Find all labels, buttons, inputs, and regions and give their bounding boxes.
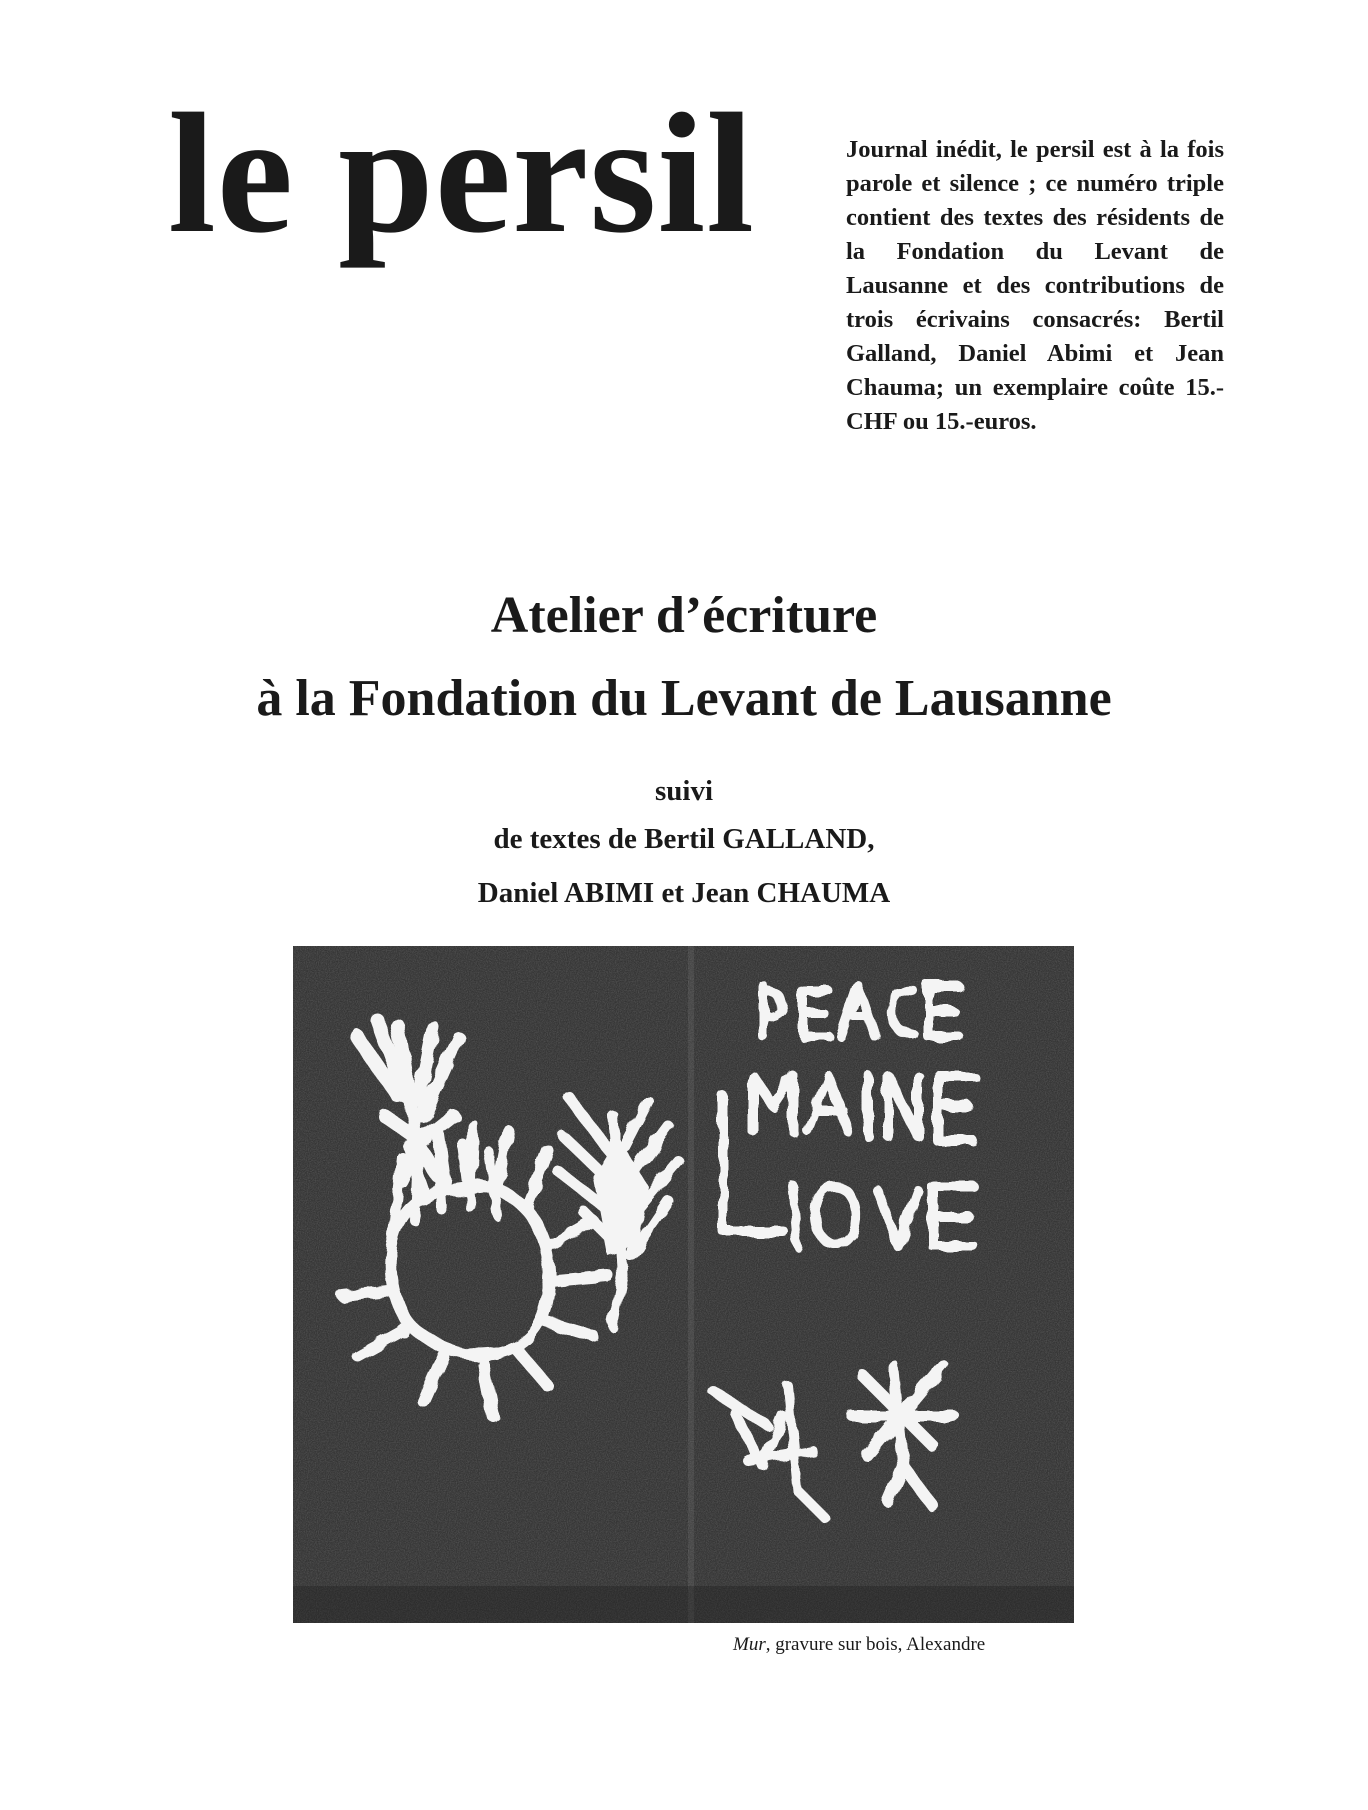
artwork-caption (733, 1633, 985, 1657)
caption-work-title: Mur (733, 1634, 766, 1655)
woodcut-artwork (293, 946, 1074, 1623)
masthead-title: le persil (168, 79, 755, 269)
subtitle-line-2: de textes de Bertil GALLAND, (493, 823, 875, 855)
caption-details: , gravure sur bois, Alexandre (765, 1634, 986, 1655)
subtitle-line-3: Daniel ABIMI et Jean CHAUMA (477, 877, 891, 909)
main-title-line-2: à la Fondation du Levant de Lausanne (256, 670, 1112, 727)
main-title-line-1: Atelier d’écriture (490, 587, 878, 644)
subtitle-line-1: suivi (654, 775, 714, 807)
journal-description: Journal inédit, le persil est à la fois parole et silence ; ce numéro triple contient des textes des résidents de la Fondation du Levant de Lausanne et des contributions de trois écrivains consacrés: Bertil Galland, Daniel Abimi et Jean Chauma; un exemplaire coûte 15.-CHF ou 15.-euros. (846, 136, 1224, 435)
